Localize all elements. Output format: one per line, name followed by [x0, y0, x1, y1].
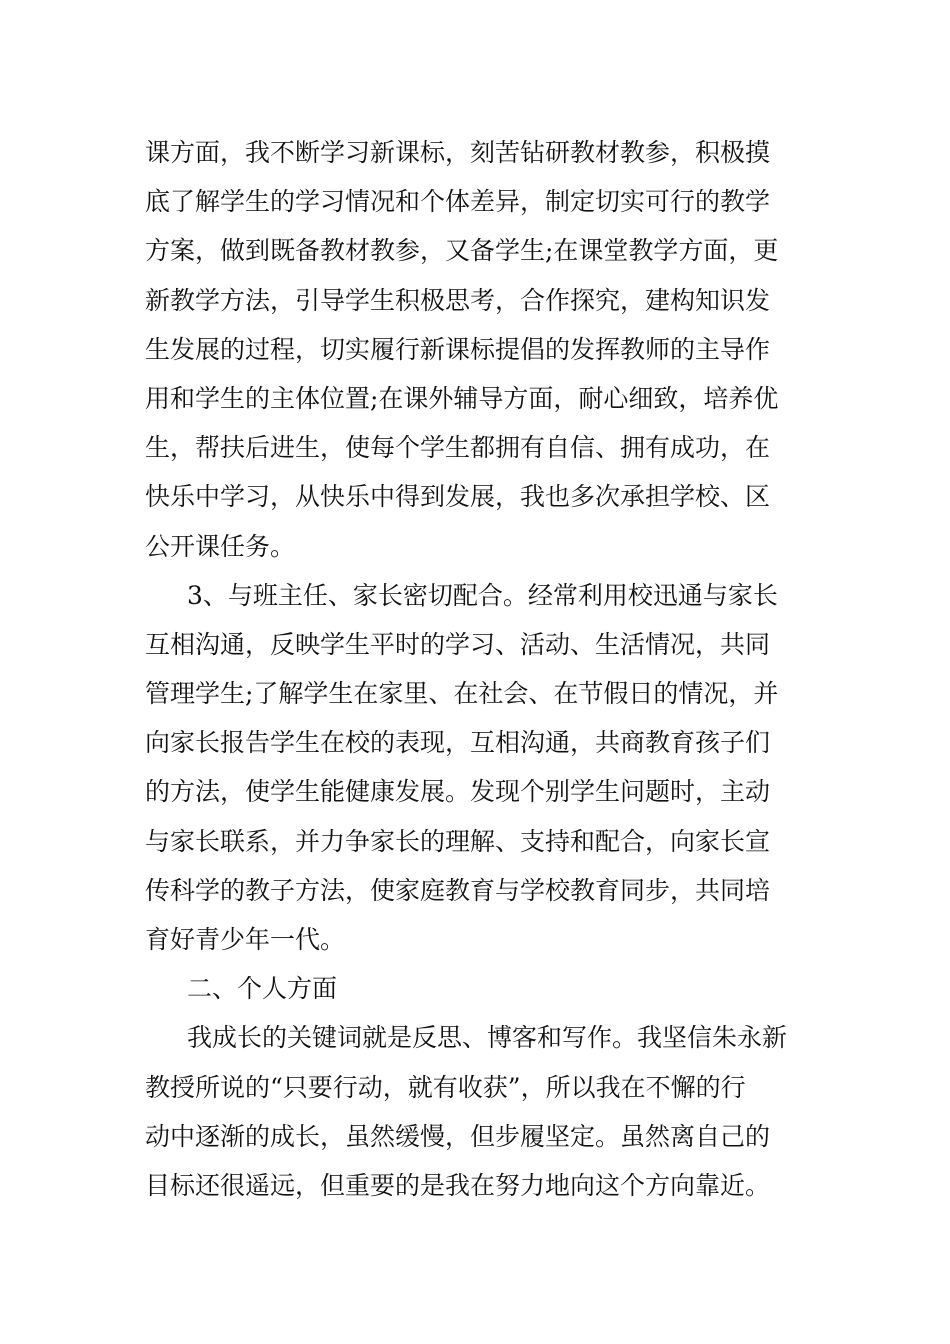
text-line: 方案，做到既备教材教参，又备学生;在课堂教学方面，更 — [145, 236, 779, 266]
text-line: 向家长报告学生在校的表现，互相沟通，共商教育孩子们 — [145, 728, 771, 758]
text-line: 用和学生的主体位置;在课外辅导方面，耐心细致，培养优 — [145, 383, 779, 413]
text-line: 课方面，我不断学习新课标，刻苦钻研教材教参，积极摸 — [145, 138, 771, 167]
text-line: 底了解学生的学习情况和个体差异，制定切实可行的教学 — [145, 187, 771, 217]
text-line: 快乐中学习，从快乐中得到发展，我也多次承担学校、区 — [145, 482, 771, 512]
text-line: 互相沟通，反映学生平时的学习、活动、生活情况，共同 — [145, 629, 771, 659]
text-line: 目标还很遥远，但重要的是我在努力地向这个方向靠近。 — [145, 1170, 771, 1200]
section-heading: 二、个人方面 — [187, 974, 338, 1004]
text-line: 教授所说的“只要行动，就有收获”，所以我在不懈的行 — [145, 1072, 746, 1102]
text-line: 传科学的教子方法，使家庭教育与学校教育同步，共同培 — [145, 875, 771, 905]
text-line: 的方法，使学生能健康发展。发现个别学生问题时，主动 — [145, 777, 771, 807]
text-line: 新教学方法，引导学生积极思考，合作探究，建构知识发 — [145, 285, 771, 315]
text-line: 育好青少年一代。 — [145, 925, 346, 954]
text-line: 动中逐渐的成长，虽然缓慢，但步履坚定。虽然离自己的 — [145, 1121, 771, 1151]
text-line: 3、与班主任、家长密切配合。经常利用校迅通与家长 — [187, 580, 778, 610]
text-line: 公开课任务。 — [145, 531, 296, 561]
text-line: 我成长的关键词就是反思、博客和写作。我坚信朱永新 — [187, 1023, 788, 1053]
text-line: 生发展的过程，切实履行新课标提倡的发挥教师的主导作 — [145, 334, 771, 364]
text-line: 管理学生;了解学生在家里、在社会、在节假日的情况，并 — [145, 679, 779, 709]
text-line: 与家长联系，并力争家长的理解、支持和配合，向家长宣 — [145, 826, 771, 856]
body-text — [145, 128, 809, 1210]
text-line: 生，帮扶后进生，使每个学生都拥有自信、拥有成功，在 — [145, 433, 771, 463]
